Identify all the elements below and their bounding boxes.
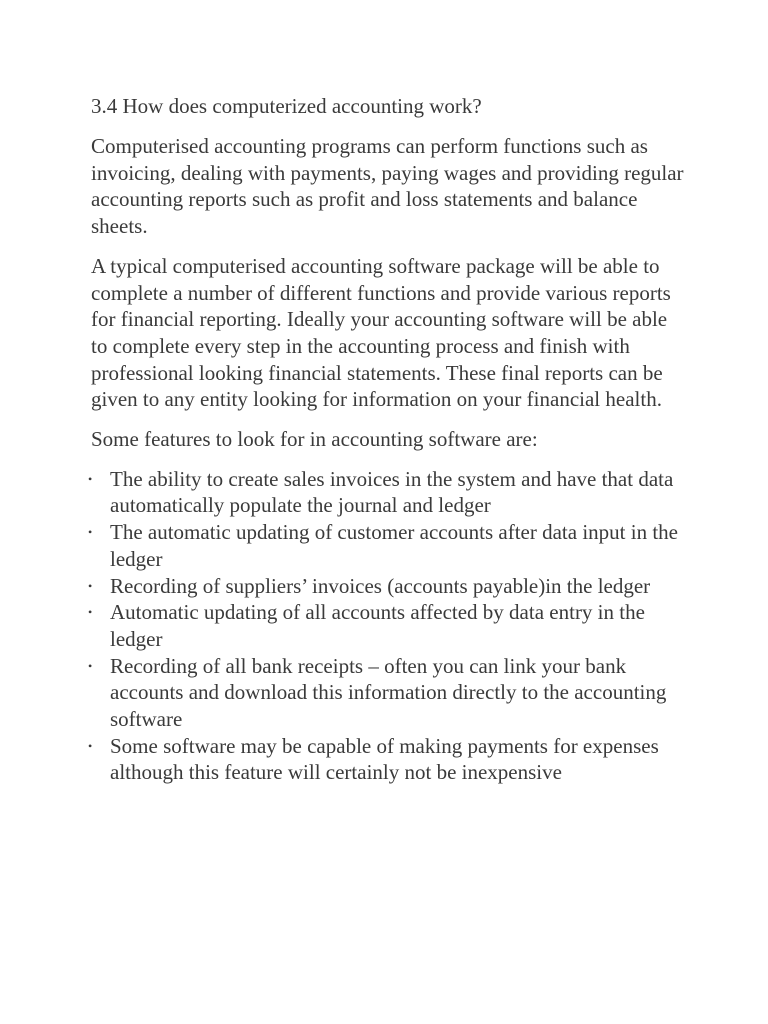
list-item-text: Automatic updating of all accounts affected by data entry in the ledger: [110, 600, 645, 651]
section-heading: 3.4 How does computerized accounting work?: [91, 94, 482, 118]
list-item: [88, 599, 688, 652]
list-item: [88, 733, 688, 786]
bullet-icon: •: [88, 658, 93, 673]
list-item: [88, 653, 688, 733]
list-item: [88, 573, 688, 600]
paragraph-software-package: A typical computerised accounting software package will be able to complete a number of different functions and provide various reports for financial reporting. Ideally your accounting software will be able to complete every step in the accounting process and finish with professional looking financial statements. These final reports can be given to any entity looking for information on your financial health.: [91, 253, 671, 412]
list-item-text: Recording of suppliers’ invoices (accounts payable)in the ledger: [110, 573, 651, 598]
bullet-icon: •: [88, 525, 93, 540]
paragraph-intro: Computerised accounting programs can perform functions such as invoicing, dealing with payments, paying wages and providing regular accounting reports such as profit and loss statements and balance sheets.: [91, 134, 684, 239]
bullet-icon: •: [88, 578, 93, 593]
list-item-text: Recording of all bank receipts – often you can link your bank accounts and download this information directly to the accounting software: [110, 653, 667, 732]
bullet-icon: •: [88, 605, 93, 620]
bullet-icon: •: [88, 738, 93, 753]
features-list: [88, 466, 688, 786]
list-item: [88, 519, 688, 572]
list-item-text: The automatic updating of customer accounts after data input in the ledger: [110, 520, 678, 571]
list-item: [88, 466, 688, 519]
paragraph-features-lead: Some features to look for in accounting software are:: [91, 427, 538, 452]
bullet-icon: •: [88, 471, 93, 486]
list-item-text: The ability to create sales invoices in the system and have that data automatically populate the journal and ledger: [110, 466, 674, 518]
list-item-text: Some software may be capable of making payments for expenses although this feature will certainly not be inexpensive: [110, 733, 659, 785]
